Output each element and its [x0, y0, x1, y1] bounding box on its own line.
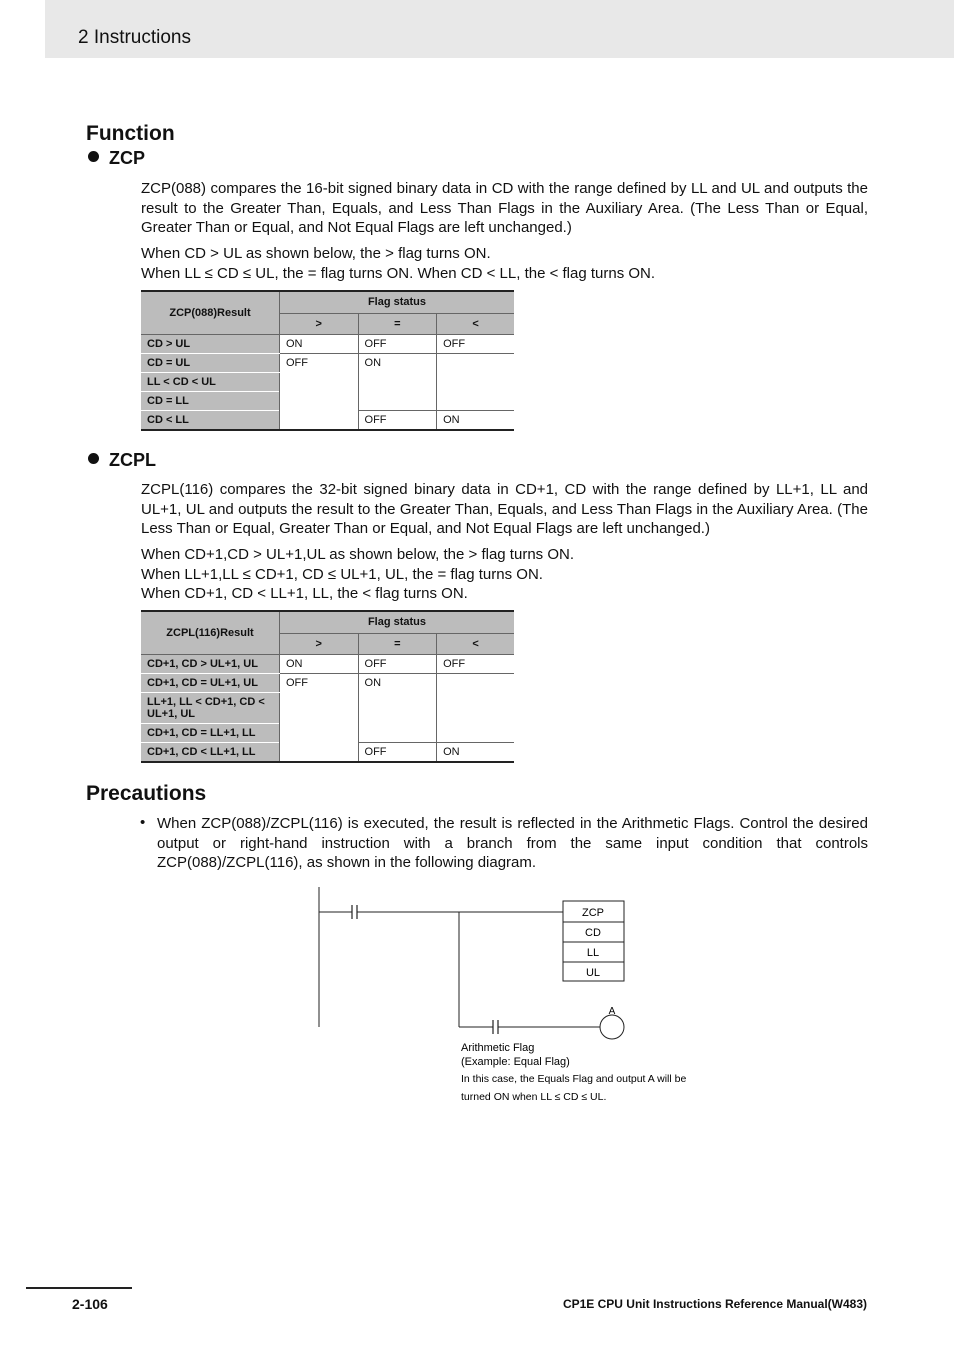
- row-label: CD > UL: [141, 335, 280, 354]
- cell-gt: ON: [280, 655, 359, 674]
- row-label: LL+1, LL < CD+1, CD < UL+1, UL: [141, 693, 280, 724]
- table-row: [141, 335, 514, 354]
- precaution-text: When ZCP(088)/ZCPL(116) is executed, the result is reflected in the Arithmetic Flags. Control the desired output or right-hand instruction with a branch from the same input condition that controls ZCP(088)/ZCPL(116), as shown in the following diagram.: [157, 815, 868, 871]
- zcp-condition-2: When LL ≤ CD ≤ UL, the = flag turns ON. When CD < LL, the < flag turns ON.: [141, 264, 656, 282]
- footer-rule: [26, 1287, 132, 1289]
- box-row: ZCP: [582, 907, 604, 919]
- row-label: CD+1, CD = UL+1, UL: [141, 674, 280, 693]
- cell-lt: OFF: [437, 655, 514, 674]
- flag-caption-2: (Example: Equal Flag): [461, 1056, 570, 1068]
- zcp-heading: [88, 148, 145, 169]
- zcpl-col-lt: <: [437, 633, 514, 654]
- cell-lt: [437, 674, 514, 743]
- cell-gt: OFF: [280, 674, 359, 763]
- box-row: LL: [586, 947, 600, 959]
- row-label: CD = LL: [141, 392, 280, 411]
- zcpl-heading-text: ZCPL: [109, 450, 156, 470]
- table-row: [141, 674, 514, 693]
- cell-lt: OFF: [437, 335, 514, 354]
- precaution-bullet: •: [140, 814, 146, 831]
- box-row: CD: [585, 927, 601, 939]
- row-label: CD+1, CD < LL+1, LL: [141, 743, 280, 763]
- ladder-diagram: [310, 885, 730, 1115]
- zcp-conditions: [141, 244, 868, 283]
- precautions-heading: Precautions: [86, 782, 207, 805]
- zcpl-conditions: [141, 545, 868, 604]
- cell-lt: ON: [437, 743, 514, 763]
- zcp-col-lt: <: [437, 313, 514, 334]
- zcp-flag-status-header: Flag status: [280, 291, 515, 313]
- cell-lt: [437, 354, 514, 411]
- bullet-dot-icon: [88, 151, 99, 162]
- cell-eq: OFF: [358, 411, 437, 431]
- input-contact-icon: [352, 905, 357, 919]
- zcp-col-eq: =: [358, 313, 437, 334]
- zcpl-flag-status-header: Flag status: [280, 611, 515, 633]
- table-row: [141, 655, 514, 674]
- zcpl-flag-table: [141, 610, 514, 763]
- cell-eq: ON: [358, 354, 437, 411]
- row-label: CD+1, CD = LL+1, LL: [141, 724, 280, 743]
- row-label: CD+1, CD > UL+1, UL: [141, 655, 280, 674]
- cell-eq: ON: [358, 674, 437, 743]
- chapter-header: 2 Instructions: [78, 27, 191, 48]
- zcpl-condition-3: When CD+1, CD < LL+1, LL, the < flag turns ON.: [141, 585, 468, 602]
- output-coil-icon: [600, 1015, 624, 1039]
- zcpl-heading: [88, 450, 156, 471]
- zcp-flag-table: [141, 290, 514, 431]
- flag-caption-1: Arithmetic Flag: [461, 1042, 535, 1054]
- zcpl-condition-2: When LL+1,LL ≤ CD+1, CD ≤ UL+1, UL, the = flag turns ON.: [141, 565, 543, 583]
- cell-eq: OFF: [358, 335, 437, 354]
- row-label: CD = UL: [141, 354, 280, 373]
- cell-gt: ON: [280, 335, 359, 354]
- cell-lt: ON: [437, 411, 514, 431]
- box-row: UL: [585, 967, 601, 979]
- bullet-dot-icon: [88, 453, 99, 464]
- zcpl-col-eq: =: [358, 633, 437, 654]
- zcpl-result-header: ZCPL(116)Result: [141, 611, 280, 655]
- zcp-result-header: ZCP(088)Result: [141, 291, 280, 335]
- row-label: CD < LL: [141, 411, 280, 431]
- zcpl-col-gt: >: [280, 633, 359, 654]
- cell-eq: OFF: [358, 743, 437, 763]
- row-label: LL < CD < UL: [141, 373, 280, 392]
- manual-title: CP1E CPU Unit Instructions Reference Manual(W483): [562, 1297, 867, 1311]
- output-label: A: [608, 1006, 616, 1017]
- page-number: 2-106: [72, 1296, 108, 1312]
- arithmetic-flag-contact-icon: [493, 1020, 498, 1034]
- diagram-note-1: In this case, the Equals Flag and output A will be: [461, 1073, 687, 1085]
- table-row: [141, 354, 514, 373]
- zcp-condition-1: When CD > UL as shown below, the > flag turns ON.: [141, 245, 491, 262]
- cell-eq: OFF: [358, 655, 437, 674]
- zcpl-description: ZCPL(116) compares the 32-bit signed binary data in CD+1, CD with the range defined by LL+1, LL and UL+1, UL and outputs the result to the Greater Than, Equals, and Less Than Flags in the Auxiliary Area. (The Less Than or Equal, Greater Than or Equal, and Not Equal Flags are left unchanged.): [141, 481, 868, 537]
- function-heading: Function: [86, 122, 175, 145]
- cell-gt: OFF: [280, 354, 359, 431]
- diagram-note-2: turned ON when LL ≤ CD ≤ UL.: [461, 1091, 607, 1103]
- zcp-col-gt: >: [280, 313, 359, 334]
- zcp-heading-text: ZCP: [109, 148, 145, 168]
- zcpl-condition-1: When CD+1,CD > UL+1,UL as shown below, the > flag turns ON.: [141, 546, 574, 563]
- zcp-instruction-box: [563, 901, 624, 981]
- zcp-description: ZCP(088) compares the 16-bit signed binary data in CD with the range defined by LL and UL and outputs the result to the Greater Than, Equals, and Less Than Flags in the Auxiliary Area. (The Less Than or Equal, Greater Than or Equal, and Not Equal Flags are left unchanged.): [141, 180, 868, 236]
